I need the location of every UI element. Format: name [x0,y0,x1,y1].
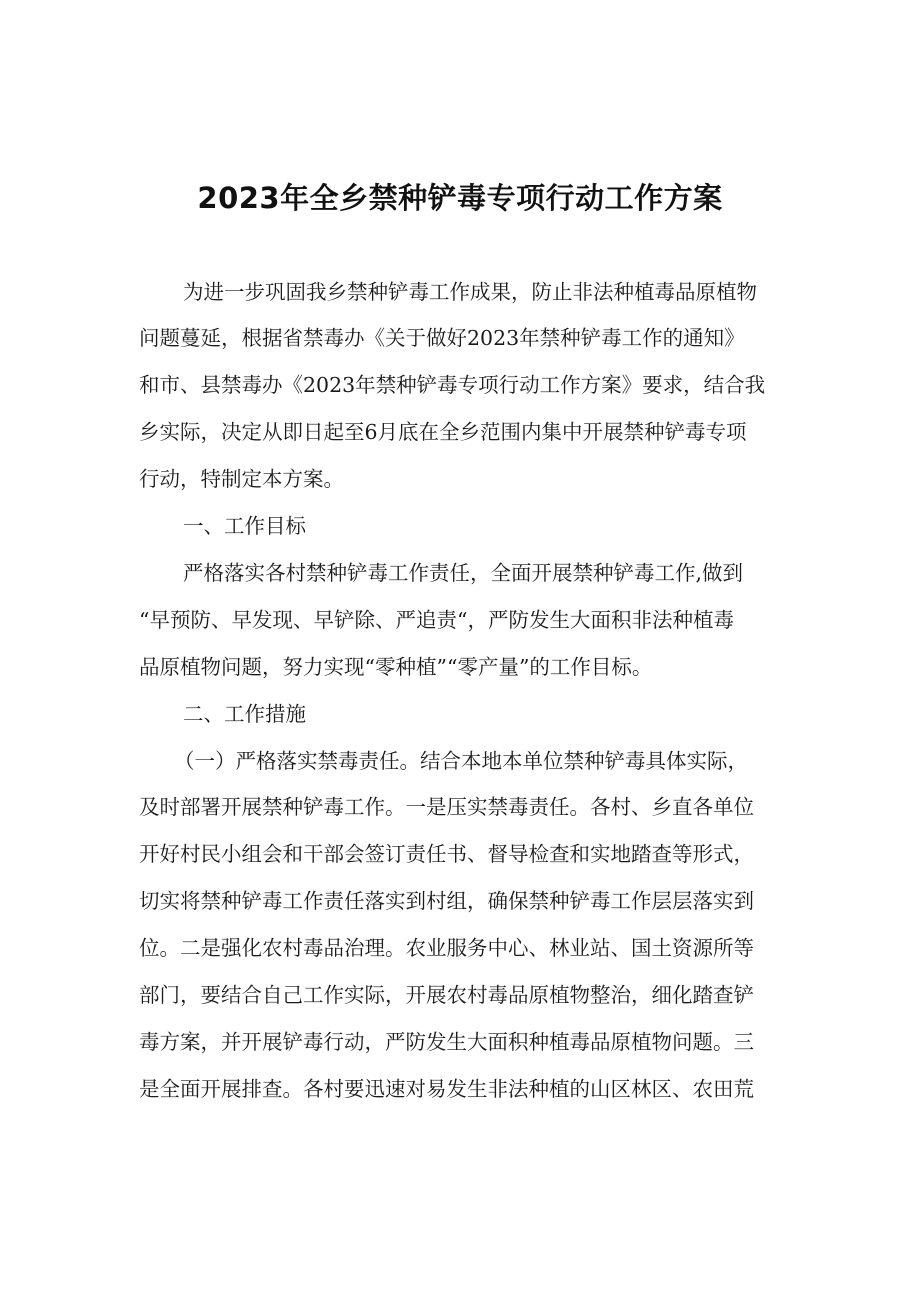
body-line: “早预防、早发现、早铲除、严追责“，严防发生大面积非法种植毒 [139,608,734,632]
document-title: 2023年全乡禁种铲毒专项行动工作方案 [197,181,723,215]
body-line: 为进一步巩固我乡禁种铲毒工作成果，防止非法种植毒品原植物 [183,280,757,304]
section-heading: 二、工作措施 [183,702,306,726]
body-line: 位。二是强化农村毒品治理。农业服务中心、林业站、国土资源所等 [139,936,754,960]
body-line: 严格落实各村禁种铲毒工作责任，全面开展禁种铲毒工作,做到 [183,561,744,585]
body-line: 毒方案，并开展铲毒行动，严防发生大面积种植毒品原植物问题。三 [139,1030,754,1054]
body-line: 品原植物问题，努力实现“零种植”“零产量”的工作目标。 [139,655,653,679]
body-line: 开好村民小组会和干部会签订责任书、督导检查和实地踏查等形式， [139,842,754,866]
body-line: 是全面开展排查。各村要迅速对易发生非法种植的山区林区、农田荒 [139,1077,754,1101]
body-line: 切实将禁种铲毒工作责任落实到村组，确保禁种铲毒工作层层落实到 [139,889,754,913]
body-line: 和市、县禁毒办《2023年禁种铲毒专项行动工作方案》要求，结合我 [139,373,766,397]
body-line: （一）严格落实禁毒责任。结合本地本单位禁种铲毒具体实际， [174,749,748,773]
body-line: 及时部署开展禁种铲毒工作。一是压实禁毒责任。各村、乡直各单位 [139,795,754,819]
body-line: 行动，特制定本方案。 [139,467,344,491]
body-line: 乡实际，决定从即日起至6月底在全乡范围内集中开展禁种铲毒专项 [139,420,747,444]
section-heading: 一、工作目标 [183,514,306,538]
body-line: 部门，要结合自己工作实际，开展农村毒品原植物整治，细化踏查铲 [139,983,754,1007]
body-line: 问题蔓延，根据省禁毒办《关于做好2023年禁种铲毒工作的通知》 [139,326,745,350]
